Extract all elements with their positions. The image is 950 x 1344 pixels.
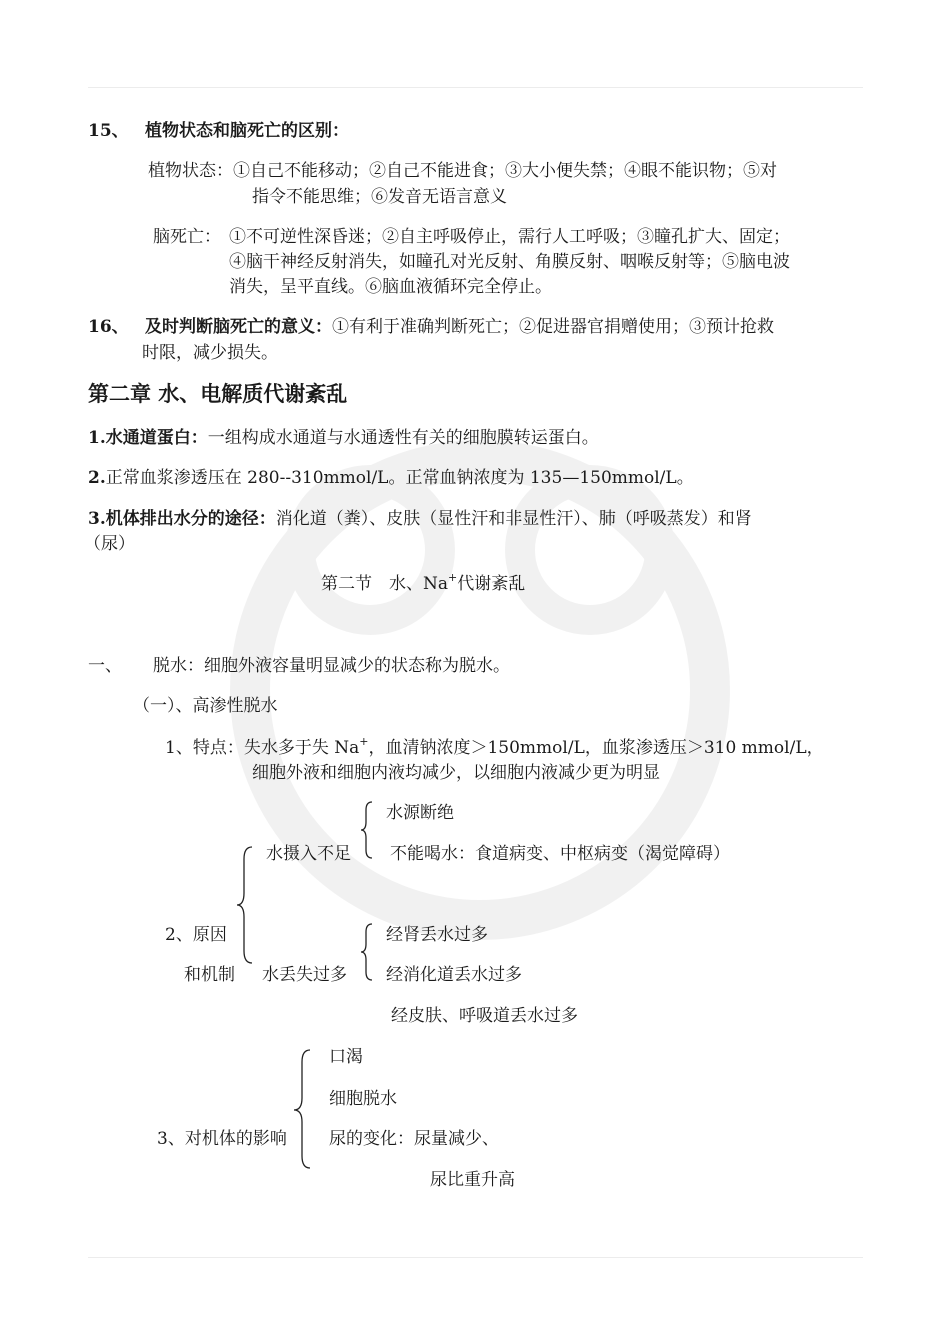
sec16-line-1 — [145, 316, 774, 338]
sec15-title: 植物状态和脑死亡的区别： — [145, 121, 349, 141]
braindeath-line-1: ①不可逆性深昏迷；②自主呼吸停止，需行人工呼吸；③瞳孔扩大、固定； — [229, 227, 790, 247]
footer-rule — [88, 1257, 863, 1258]
sec16-title: 及时判断脑死亡的意义： — [145, 317, 332, 337]
sec16-text: ①有利于准确判断死亡；②促进器官捐赠使用；③预计抢救 — [332, 317, 774, 337]
loss-brace — [360, 922, 380, 982]
cause-label-line-1: 2、原因 — [165, 925, 227, 945]
effect-label: 3、对机体的影响 — [157, 1129, 287, 1149]
effect-item-4: 尿比重升高 — [430, 1170, 515, 1190]
item-3 — [88, 508, 752, 530]
loss-item-1: 经肾丢水过多 — [386, 925, 488, 945]
intake-item-2: 不能喝水：食道病变、中枢病变（渴觉障碍） — [390, 844, 730, 864]
effect-item-1: 口渴 — [329, 1047, 363, 1067]
sec16-line-2: 时限，减少损失。 — [142, 343, 278, 363]
effect-item-3: 尿的变化：尿量减少、 — [329, 1129, 499, 1149]
item-1-label: 1.水通道蛋白： — [88, 428, 208, 448]
effect-brace — [292, 1048, 314, 1170]
section-title-prefix: 第二节 水、Na — [321, 574, 449, 594]
item-1 — [88, 427, 599, 449]
cause-brace — [236, 845, 258, 965]
header-rule — [88, 87, 863, 88]
cause-label-line-2: 和机制 — [184, 965, 235, 985]
item-3-label: 3.机体排出水分的途径： — [88, 509, 276, 529]
item-2-number: 2. — [88, 468, 106, 488]
section-title — [321, 573, 525, 595]
braindeath-line-3: 消失，呈平直线。⑥脑血液循环完全停止。 — [229, 277, 552, 297]
item-3-line-2: （尿） — [84, 534, 135, 554]
braindeath-label: 脑死亡： — [153, 227, 221, 247]
feature-sup: + — [359, 735, 369, 749]
feature-line-2: 细胞外液和细胞内液均减少，以细胞内液减少更为明显 — [252, 763, 660, 783]
sec15-number: 15、 — [88, 121, 129, 141]
feature-line-1 — [165, 737, 824, 759]
sec16-number: 16、 — [88, 317, 129, 337]
braindeath-line-2: ④脑干神经反射消失，如瞳孔对光反射、角膜反射、咽喉反射等；⑤脑电波 — [229, 252, 790, 272]
intake-brace — [360, 800, 380, 860]
item-2-text: 正常血浆渗透压在 280--310mmol/L。正常血钠浓度为 135—150mmol/L。 — [105, 468, 694, 488]
loss-item-2: 经消化道丢水过多 — [386, 965, 522, 985]
dehydration-number: 一、 — [88, 656, 122, 676]
effect-item-2: 细胞脱水 — [329, 1089, 397, 1109]
intake-item-1: 水源断绝 — [386, 803, 454, 823]
dehydration-definition: 脱水：细胞外液容量明显减少的状态称为脱水。 — [153, 656, 510, 676]
feature-prefix: 1、特点：失水多于失 Na — [165, 738, 360, 758]
subsection-hypertonic: （一）、高渗性脱水 — [133, 696, 278, 716]
item-1-text: 一组构成水通道与水通透性有关的细胞膜转运蛋白。 — [207, 428, 599, 448]
section-title-sup: + — [448, 571, 458, 585]
item-2 — [88, 467, 694, 489]
intake-label: 水摄入不足 — [266, 844, 351, 864]
section-title-suffix: 代谢紊乱 — [457, 574, 526, 594]
veg-line-1: ①自己不能移动；②自己不能进食；③大小便失禁；④眼不能识物；⑤对 — [233, 161, 777, 181]
veg-line-2: 指令不能思维；⑥发音无语言意义 — [252, 187, 507, 207]
veg-label: 植物状态： — [148, 161, 233, 181]
loss-item-3: 经皮肤、呼吸道丢水过多 — [391, 1006, 578, 1026]
loss-label: 水丢失过多 — [262, 965, 347, 985]
feature-suffix: ，血清钠浓度＞150mmol/L，血浆渗透压＞310 mmol/L， — [368, 738, 824, 758]
chapter-title: 第二章 水、电解质代谢紊乱 — [88, 381, 348, 406]
item-3-text: 消化道（粪）、皮肤（显性汗和非显性汗）、肺（呼吸蒸发）和肾 — [275, 509, 752, 529]
